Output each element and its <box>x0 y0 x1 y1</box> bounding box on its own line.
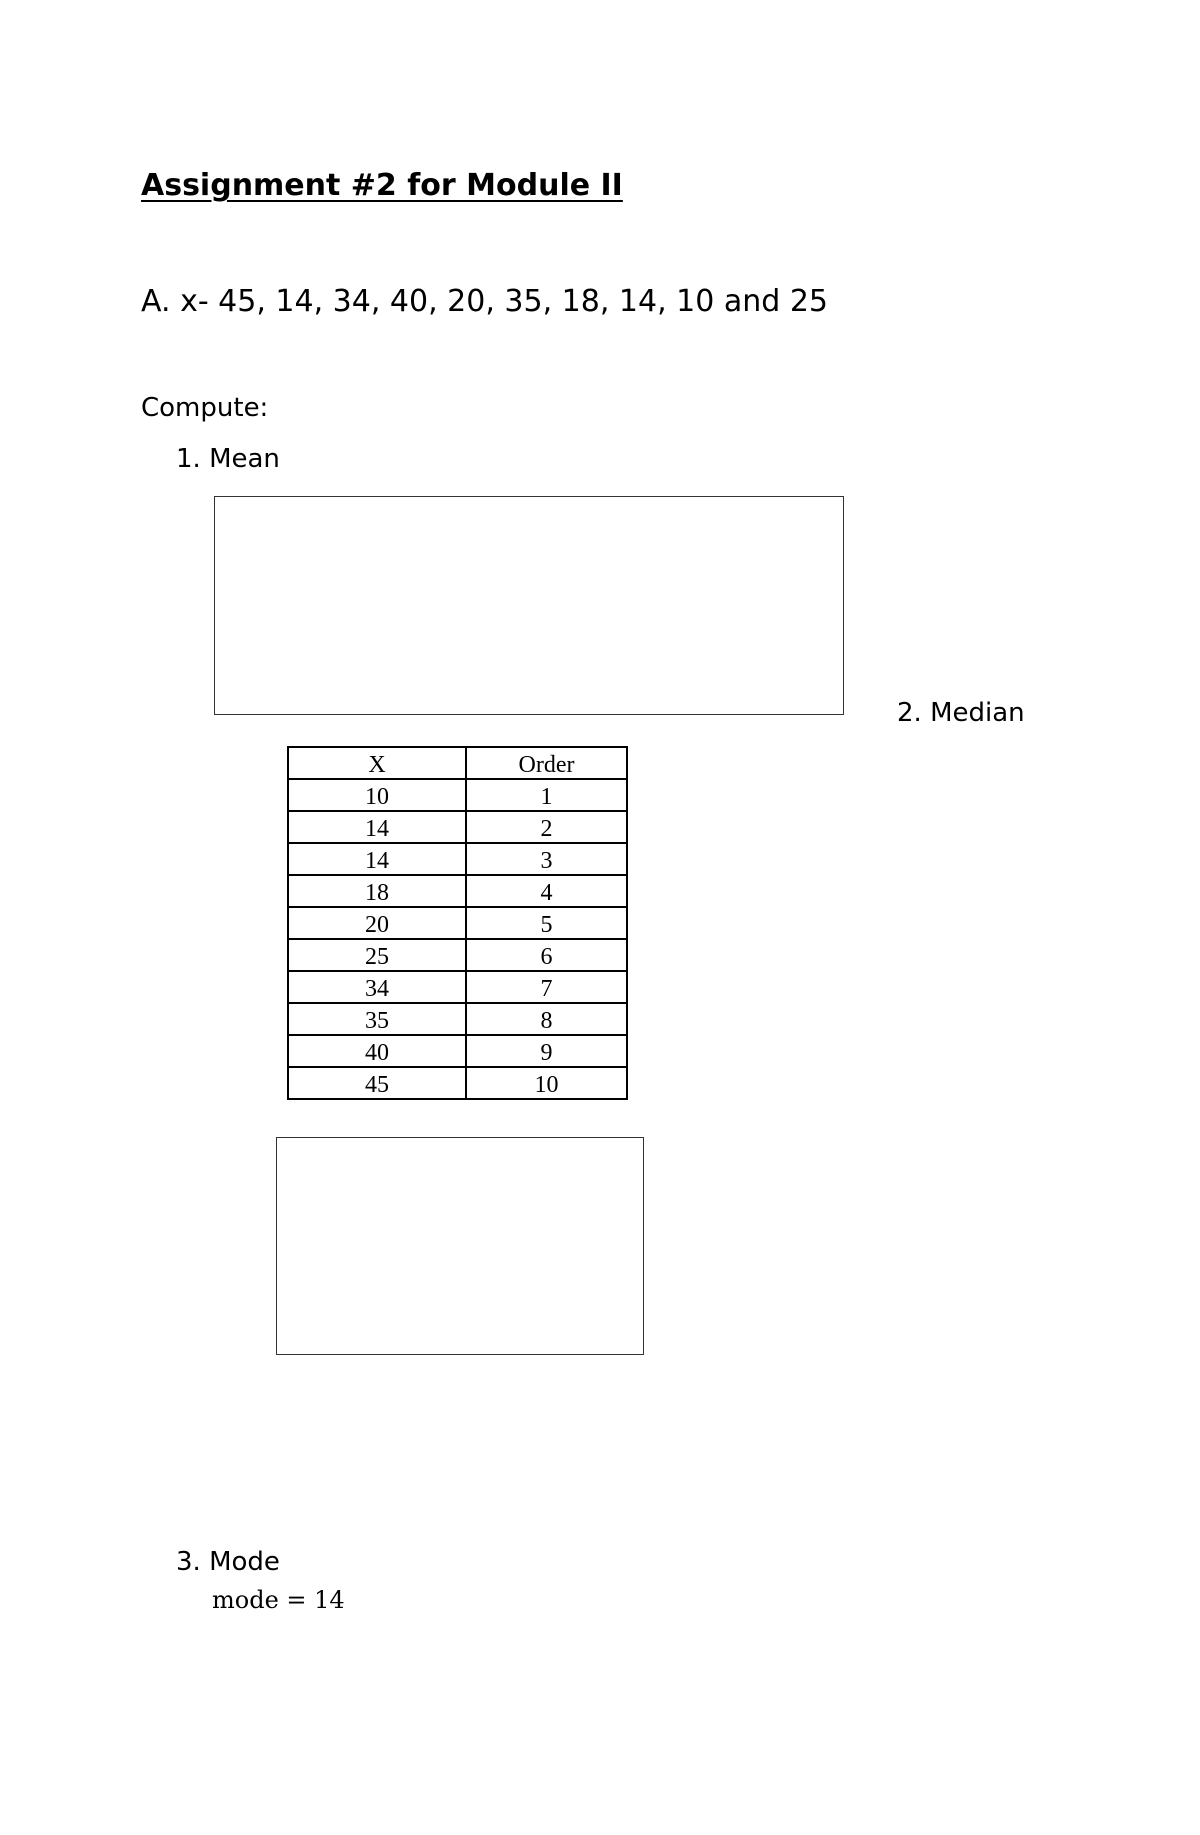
table-cell-x: 14 <box>288 843 466 875</box>
item-mode-label: 3. Mode <box>176 1547 280 1577</box>
compute-label: Compute: <box>141 393 269 423</box>
table-cell-order: 8 <box>466 1003 627 1035</box>
table-row <box>288 875 627 907</box>
table-cell-order: 5 <box>466 907 627 939</box>
table-header-row <box>288 747 627 779</box>
table-cell-order: 9 <box>466 1035 627 1067</box>
table-cell-x: 10 <box>288 779 466 811</box>
table-row <box>288 843 627 875</box>
mode-result: mode = 14 <box>212 1586 345 1614</box>
table-row <box>288 907 627 939</box>
table-cell-x: 45 <box>288 1067 466 1099</box>
table-cell-order: 1 <box>466 779 627 811</box>
table-row <box>288 1035 627 1067</box>
table-cell-x: 25 <box>288 939 466 971</box>
table-cell-x: 18 <box>288 875 466 907</box>
data-set-line: A. x- 45, 14, 34, 40, 20, 35, 18, 14, 10 and 25 <box>141 284 829 319</box>
table-row <box>288 1003 627 1035</box>
table-cell-x: 20 <box>288 907 466 939</box>
table-header-order: Order <box>466 747 627 779</box>
item-median-label: 2. Median <box>897 698 1025 728</box>
table-cell-x: 34 <box>288 971 466 1003</box>
table-row <box>288 811 627 843</box>
mean-answer-box <box>214 496 844 715</box>
table-cell-x: 35 <box>288 1003 466 1035</box>
page-title: Assignment #2 for Module II <box>141 168 623 203</box>
order-table <box>287 746 628 1100</box>
table-cell-order: 7 <box>466 971 627 1003</box>
median-answer-box <box>276 1137 644 1355</box>
table-row <box>288 939 627 971</box>
table-cell-x: 14 <box>288 811 466 843</box>
table-row <box>288 971 627 1003</box>
table-header-x: X <box>288 747 466 779</box>
table-cell-order: 6 <box>466 939 627 971</box>
table-cell-order: 2 <box>466 811 627 843</box>
table-cell-order: 4 <box>466 875 627 907</box>
table-cell-x: 40 <box>288 1035 466 1067</box>
item-mean-label: 1. Mean <box>176 444 280 474</box>
table-cell-order: 10 <box>466 1067 627 1099</box>
table-row <box>288 779 627 811</box>
table-row <box>288 1067 627 1099</box>
table-cell-order: 3 <box>466 843 627 875</box>
